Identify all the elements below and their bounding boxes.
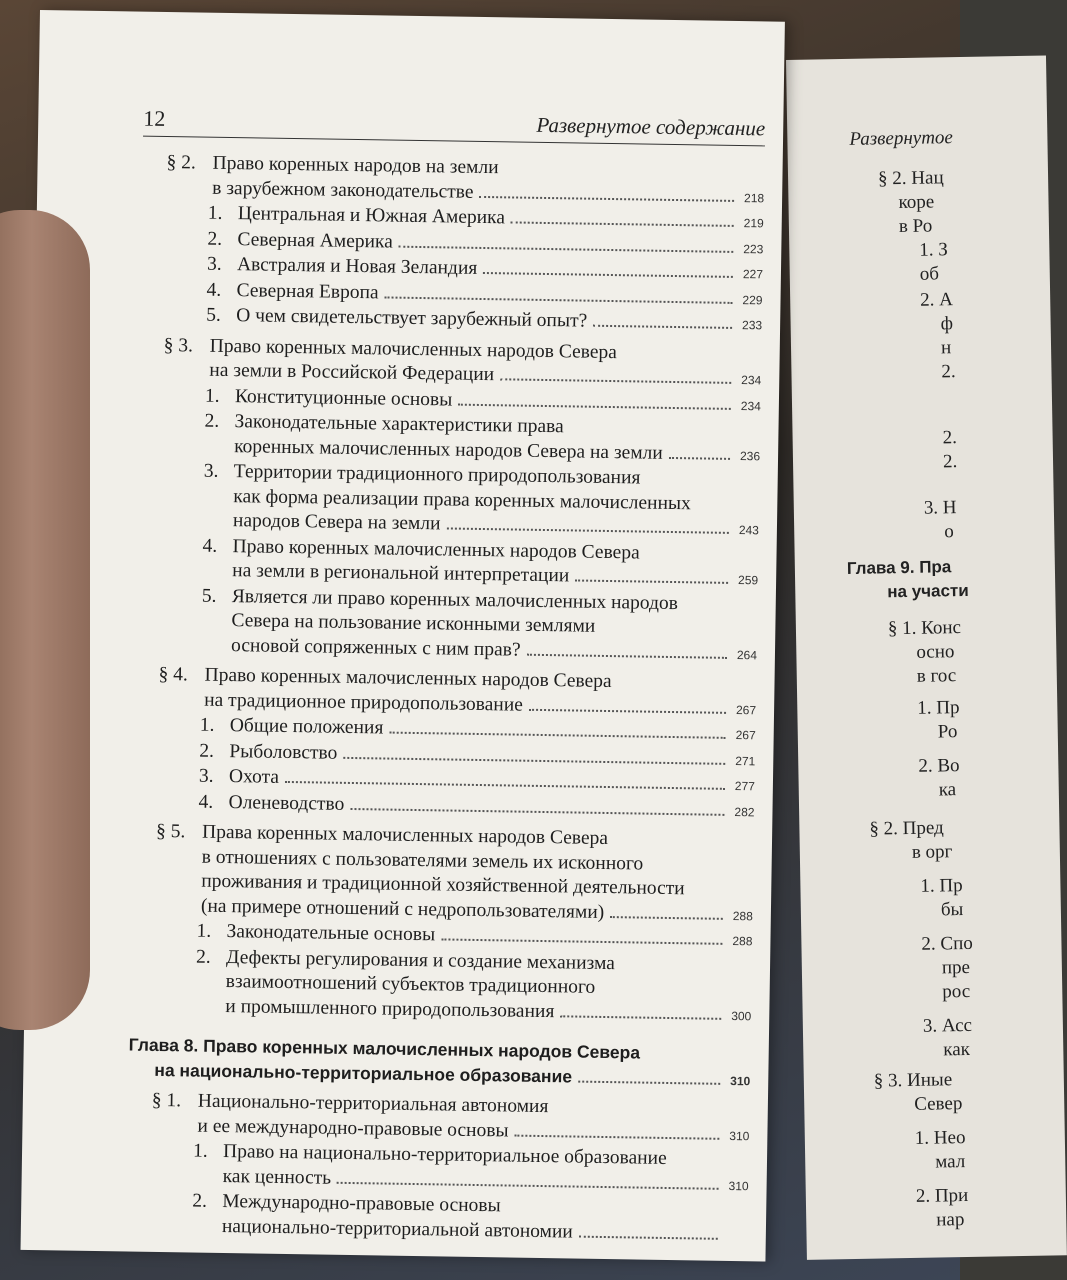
leader-dots	[669, 456, 730, 459]
toc-entry-title: Является ли право коренных малочисленных народов	[231, 585, 679, 614]
toc-page-number: 234	[740, 398, 761, 413]
toc-entry-title: Рыболовство	[229, 740, 338, 764]
toc-entry-title: Глава 8. Право коренных малочисленных народов Севера	[128, 1034, 641, 1063]
right-page-fragment: Север	[914, 1093, 963, 1115]
toc-entry-title: Севера на пользование исконными землями	[231, 610, 596, 637]
toc-entry-number: 2.	[199, 740, 215, 762]
toc-page-number: 234	[741, 373, 762, 388]
toc-page-number: 310	[729, 1128, 750, 1143]
right-page-fragment: как	[943, 1038, 971, 1061]
toc-page-number: 288	[732, 933, 753, 949]
right-page-fragment: Ро	[937, 721, 958, 743]
leader-dots	[385, 296, 733, 303]
table-of-contents	[126, 146, 765, 1248]
toc-entry-title: О чем свидетельствует зарубежный опыт?	[236, 305, 588, 332]
right-page-fragment: ф	[940, 313, 954, 335]
leader-dots	[526, 653, 726, 658]
page-number: 12	[143, 105, 166, 131]
right-page-fragment: о	[944, 521, 954, 543]
toc-page-number: 229	[742, 292, 763, 307]
toc-entry-title: Право коренных народов на земли	[212, 152, 499, 179]
toc-entry-title: коренных малочисленных народов Севера на земли	[234, 435, 663, 464]
leader-dots	[389, 732, 725, 739]
toc-page-number: 219	[743, 216, 764, 231]
toc-entry-number: 2.	[207, 228, 223, 250]
toc-entry-title: на земли в Российской Федерации	[209, 359, 495, 386]
leader-dots	[593, 325, 732, 329]
toc-entry-number: § 2.	[166, 152, 197, 174]
leader-dots	[399, 245, 734, 252]
toc-page-number: 310	[728, 1178, 749, 1193]
toc-entry-title: Право коренных малочисленных народов Севера	[204, 664, 612, 693]
toc-page-number: 282	[734, 804, 755, 819]
toc-entry-number: 2.	[192, 1190, 208, 1212]
toc-entry-number: 1.	[196, 920, 212, 942]
leader-dots	[458, 403, 731, 409]
toc-entry-title: на земли в региональной интерпретации	[232, 560, 570, 587]
toc-entry-title: Право коренных малочисленных народов Севера	[209, 335, 618, 363]
right-running-title: Развернутое	[849, 127, 954, 150]
right-page-fragment: мал	[935, 1151, 966, 1173]
toc-page-number: 233	[741, 318, 763, 333]
leader-dots	[441, 938, 722, 944]
right-page-fragment: § 2. Нац	[877, 167, 944, 190]
toc-entry-title: Территории традиционного природопользования	[233, 461, 641, 489]
toc-entry-number: 2.	[204, 410, 220, 432]
leader-dots	[350, 807, 724, 815]
toc-entry	[129, 944, 752, 1028]
right-page-fragment: § 3. Иные	[873, 1069, 953, 1092]
right-page-fragment: 3. Асс	[922, 1014, 973, 1037]
leader-dots	[560, 1015, 721, 1020]
right-page-fragment: в Ро	[898, 215, 933, 238]
right-page-fragment: нар	[936, 1209, 965, 1231]
toc-page-number: 267	[735, 702, 757, 717]
toc-entry-number: 3.	[198, 765, 214, 787]
toc-entry-number: 1.	[192, 1140, 208, 1162]
right-page-fragment: об	[919, 263, 940, 285]
toc-page-number: 300	[731, 1008, 752, 1023]
toc-page-number: 223	[743, 241, 764, 256]
toc-entry-title: Оленеводство	[228, 791, 345, 815]
toc-page-number: 267	[735, 728, 756, 743]
leader-dots	[578, 1080, 720, 1084]
toc-page-number: 271	[735, 753, 756, 768]
toc-entry-title: Право на национально-территориальное образование	[222, 1141, 667, 1169]
right-page-fragment: на участи	[887, 580, 969, 602]
toc-entry-title: на национально-территориальное образование	[154, 1059, 573, 1086]
page-header	[143, 100, 766, 147]
toc-entry-title: и промышленного природопользования	[225, 995, 555, 1022]
toc-page-number: 264	[736, 647, 758, 662]
toc-entry-number: 4.	[202, 535, 218, 557]
toc-entry-number: § 3.	[163, 334, 194, 356]
toc-entry-number: 3.	[206, 253, 222, 275]
toc-entry-number: § 4.	[158, 663, 188, 686]
right-page-fragment: пре	[941, 956, 971, 979]
toc-page-number: 277	[734, 779, 756, 794]
toc-entry-title: национально-территориальной автономии	[221, 1215, 573, 1243]
toc-entry-number: 5.	[206, 304, 222, 326]
right-page-fragment: 1. Нео	[914, 1127, 966, 1149]
toc-entry-title: Право коренных малочисленных народов Севера	[232, 535, 640, 563]
right-page-fragment: 2. При	[915, 1184, 969, 1207]
toc-entry-title: Международно-правовые основы	[222, 1191, 501, 1217]
right-page-fragment: 1. Пр	[920, 875, 963, 897]
right-page-fragment: § 2. Пред	[869, 817, 944, 840]
right-page-fragment: 2.	[942, 427, 958, 449]
right-page-fragment: осно	[916, 641, 955, 663]
right-page-fragment: 2. А	[920, 289, 954, 311]
toc-entry	[135, 583, 758, 667]
toc-page-number: 259	[737, 573, 759, 588]
leader-dots	[610, 916, 723, 920]
toc-entry-title: Законодательные основы	[226, 921, 436, 946]
toc-entry-number: § 5.	[155, 820, 186, 843]
toc-entry-number: 1.	[204, 385, 220, 407]
toc-entry-title: Дефекты регулирования и создание механизма	[225, 946, 616, 974]
leader-dots	[511, 221, 734, 226]
toc-entry-title: Северная Америка	[237, 228, 394, 253]
leader-dots	[343, 756, 725, 764]
toc-entry-title: Северная Европа	[236, 279, 379, 303]
leader-dots	[479, 195, 734, 201]
toc-page-number: 288	[732, 908, 753, 923]
toc-entry-title: Законодательные характеристики права	[234, 411, 564, 438]
toc-entry-number: 1.	[207, 202, 223, 224]
toc-entry-number: 1.	[199, 714, 215, 736]
toc-page-number: 236	[739, 448, 761, 463]
toc-entry-title: Австралия и Новая Зеландия	[236, 254, 478, 279]
toc-entry-number: 4.	[198, 791, 214, 813]
right-page-fragment: 1. Пр	[917, 697, 960, 719]
toc-entry-title: в отношениях с пользователями земель их исконного	[201, 846, 644, 875]
toc-entry	[128, 1033, 751, 1094]
toc-entry-number: 5.	[201, 585, 217, 607]
toc-entry-title: как форма реализации права коренных малочисленных	[233, 485, 692, 514]
leader-dots	[515, 1134, 720, 1139]
left-page	[21, 10, 785, 1262]
right-page-fragment: в гос	[916, 665, 957, 687]
toc-entry-title: Права коренных малочисленных народов Севера	[201, 821, 609, 850]
toc-entry-title: взаимоотношений субъектов традиционного	[225, 971, 596, 998]
toc-page-number: 310	[730, 1073, 751, 1088]
right-page-fragment: коре	[898, 191, 935, 214]
right-page-fragment: 2.	[941, 361, 956, 383]
leader-dots	[337, 1181, 719, 1189]
right-page-fragment: бы	[940, 899, 964, 921]
right-page-fragment: 2. Во	[918, 755, 960, 777]
leader-dots	[446, 527, 728, 533]
toc-entry-title: Национально-территориальная автономия	[197, 1090, 549, 1118]
toc-entry-title: народов Севера на земли	[232, 510, 441, 535]
leader-dots	[529, 708, 726, 713]
right-page-fragment: 2. Спо	[921, 932, 973, 955]
right-page-fragment: 3. Н	[923, 497, 957, 519]
toc-entry	[126, 1189, 749, 1248]
toc-entry-title: Охота	[228, 766, 280, 788]
right-page-fragment: рос	[942, 980, 971, 1003]
toc-entry-number: 4.	[206, 279, 222, 301]
toc-entry-title: Центральная и Южная Америка	[237, 203, 506, 229]
right-page-fragment: 1. З	[919, 239, 949, 261]
toc-page-number: 227	[742, 267, 764, 282]
toc-entry-title: Общие положения	[229, 715, 384, 739]
toc-page-number: 218	[743, 190, 765, 205]
right-page-fragment: н	[940, 337, 952, 359]
toc-entry-title: проживания и традиционной хозяйственной деятельности	[201, 870, 685, 900]
toc-entry-number: 3.	[203, 460, 219, 482]
leader-dots	[285, 781, 725, 790]
thumb	[0, 210, 90, 1030]
leader-dots	[579, 1235, 718, 1239]
right-page-fragment: § 1. Конс	[887, 617, 962, 640]
toc-entry-title: (на примере отношений с недропользователями)	[200, 895, 605, 923]
toc-entry	[131, 820, 754, 929]
toc-entry-title: Конституционные основы	[234, 385, 453, 411]
right-page-fragment: 2.	[942, 451, 958, 473]
right-page-fragment: Глава 9. Пра	[846, 557, 952, 579]
leader-dots	[483, 272, 733, 278]
toc-entry-number: § 1.	[151, 1089, 182, 1112]
running-title: Развернутое содержание	[536, 112, 766, 141]
toc-entry-title: основой сопряженных с ним прав?	[230, 634, 521, 661]
toc-entry-number: 2.	[195, 946, 211, 968]
toc-entry-title: на традиционное природопользование	[204, 689, 524, 716]
right-page-fragment: в орг	[911, 841, 953, 863]
toc-page-number: 243	[738, 523, 760, 538]
toc-entry-title: в зарубежном законодательстве	[212, 177, 474, 203]
right-page-fragment: ка	[938, 779, 957, 801]
toc-entry	[137, 459, 760, 543]
right-page	[786, 55, 1067, 1259]
toc-entry-title: как ценность	[222, 1165, 332, 1189]
toc-entry-title: и ее международно-правовые основы	[197, 1115, 509, 1141]
leader-dots	[575, 579, 728, 583]
leader-dots	[500, 378, 731, 384]
